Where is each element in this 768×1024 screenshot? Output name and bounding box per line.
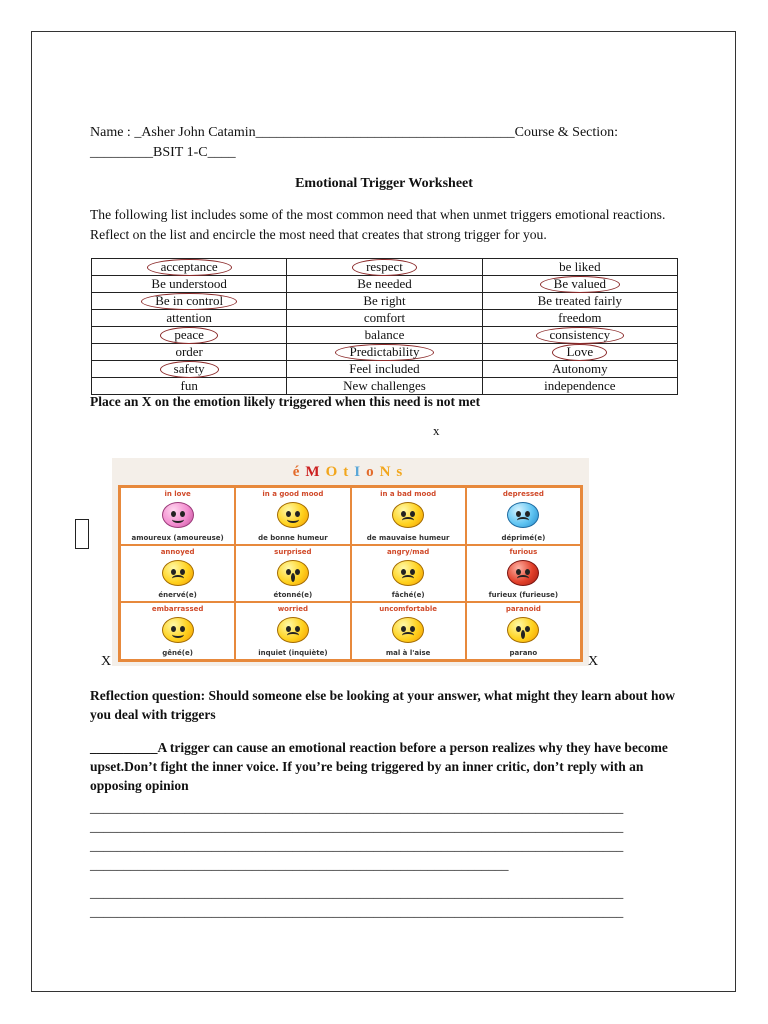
emotion-label: depressed	[502, 490, 544, 498]
emoji-face-icon	[392, 560, 424, 586]
need-label: peace	[174, 327, 204, 342]
answer-lines[interactable]: _______________________________________________________________________________ _______________________________________________________________________________ _______________________________________________________________________________ ______________________________________________________________	[90, 800, 624, 872]
emotion-caption: de mauvaise humeur	[366, 533, 450, 542]
emotion-label: embarrassed	[151, 605, 204, 614]
emotions-chart	[112, 458, 589, 666]
table-row	[92, 378, 678, 395]
table-row	[92, 344, 678, 361]
need-label: attention	[166, 310, 212, 325]
title-letter: O	[325, 464, 344, 480]
need-label: Be understood	[151, 276, 227, 291]
table-cell[interactable]	[287, 378, 482, 395]
need-label: be liked	[559, 259, 601, 274]
emotion-caption: déprimé(e)	[501, 533, 546, 542]
table-cell[interactable]	[92, 259, 287, 276]
table-cell[interactable]	[92, 310, 287, 327]
need-label: independence	[544, 378, 616, 393]
emotion-cell[interactable]	[120, 602, 235, 660]
need-label: Be needed	[357, 276, 412, 291]
need-label: acceptance	[160, 259, 218, 274]
emotion-caption: de bonne humeur	[258, 533, 328, 542]
trigger-paragraph: __________A trigger can cause an emotional reaction before a person realizes why they have become upset.Don’t fight the inner voice. If you’re being triggered by an inner critic, don’t reply with an opposing opinion	[90, 740, 668, 793]
need-label: respect	[366, 259, 403, 274]
need-label: Be valued	[553, 276, 606, 291]
table-cell[interactable]	[287, 344, 482, 361]
emotion-label: in a good mood	[262, 490, 324, 498]
emotion-label: annoyed	[160, 547, 195, 556]
emotion-cell[interactable]	[235, 487, 350, 545]
table-cell[interactable]	[92, 344, 287, 361]
need-label: fun	[180, 378, 198, 393]
need-label: comfort	[363, 310, 406, 325]
emotion-cell[interactable]	[235, 602, 350, 660]
reflection-question: Reflection question: Should someone else be looking at your answer, what might they learn about how you deal with triggers	[90, 688, 676, 722]
emotion-cell[interactable]	[235, 545, 350, 603]
small-x-mark: x	[433, 423, 440, 438]
table-row	[92, 310, 678, 327]
table-cell[interactable]	[92, 378, 287, 395]
need-label: Be right	[363, 293, 406, 308]
place-x-instruction: Place an X on the emotion likely triggered when this need is not met	[90, 394, 481, 409]
emoji-face-icon	[507, 502, 539, 528]
table-cell[interactable]	[482, 259, 677, 276]
emotion-cell[interactable]	[351, 545, 466, 603]
emotion-cell[interactable]	[351, 602, 466, 660]
table-row	[92, 259, 678, 276]
x-mark-right: X	[588, 654, 599, 669]
table-cell[interactable]	[482, 327, 677, 344]
need-label: Predictability	[349, 344, 420, 359]
needs-table	[91, 258, 678, 395]
emotions-chart-title	[112, 464, 589, 481]
table-cell[interactable]	[92, 276, 287, 293]
emotion-caption: gêné(e)	[162, 649, 193, 657]
need-label: balance	[364, 327, 405, 342]
table-cell[interactable]	[482, 361, 677, 378]
table-cell[interactable]	[287, 276, 482, 293]
emotion-label: worried	[277, 605, 309, 614]
emotion-cell[interactable]	[466, 487, 581, 545]
answer-lines-extra[interactable]: _______________________________________________________________________________ _______________________________________________________________________________	[90, 885, 624, 919]
need-label: Autonomy	[552, 361, 608, 376]
emoji-face-icon	[392, 617, 424, 643]
table-cell[interactable]	[92, 361, 287, 378]
need-label: consistency	[549, 327, 611, 342]
emotion-label: in a bad mood	[380, 490, 437, 498]
emotion-caption: inquiet (inquiète)	[258, 649, 328, 657]
need-label: freedom	[558, 310, 602, 325]
emotion-label: paranoid	[505, 605, 541, 614]
emoji-face-icon	[162, 617, 194, 643]
checkbox-box[interactable]	[75, 519, 89, 549]
emotion-caption: étonné(e)	[273, 591, 313, 600]
table-cell[interactable]	[92, 293, 287, 310]
emotion-cell[interactable]	[120, 487, 235, 545]
need-label: order	[175, 344, 203, 359]
intro-paragraph: The following list includes some of the most common need that when unmet triggers emotional reactions. Reflect on the list and encircle the most need that creates that strong trigger for you.	[90, 207, 666, 242]
emoji-face-icon	[162, 560, 194, 586]
need-label: New challenges	[343, 378, 426, 393]
title-letter: o	[366, 464, 380, 480]
table-cell[interactable]	[287, 310, 482, 327]
emotion-cell[interactable]	[466, 545, 581, 603]
table-cell[interactable]	[482, 276, 677, 293]
title-letter: I	[354, 464, 367, 480]
emotion-cell[interactable]	[351, 487, 466, 545]
emoji-face-icon	[507, 560, 539, 586]
emotion-label: angry/mad	[386, 547, 430, 556]
emotion-cell[interactable]	[120, 545, 235, 603]
title-letter: M	[305, 464, 326, 480]
name-line: Name : _Asher John Catamin_____________________________________Course & Section:	[90, 125, 619, 140]
worksheet-title: Emotional Trigger Worksheet	[295, 176, 473, 191]
emotion-caption: furieux (furieuse)	[488, 591, 559, 600]
table-row	[92, 327, 678, 344]
emotion-caption: amoureux (amoureuse)	[131, 533, 224, 542]
need-label: Love	[566, 344, 594, 359]
x-mark-left: X	[101, 654, 112, 669]
table-cell[interactable]	[287, 327, 482, 344]
emotion-label: furious	[509, 547, 538, 556]
table-cell[interactable]	[287, 293, 482, 310]
title-letter: N	[379, 464, 397, 480]
need-label: Be in control	[155, 293, 224, 308]
section-line: _________BSIT 1-C____	[90, 145, 236, 160]
title-letter: s	[396, 464, 409, 480]
emoji-face-icon	[162, 502, 194, 528]
table-cell[interactable]	[92, 327, 287, 344]
title-letter: é	[292, 464, 306, 480]
emoji-face-icon	[277, 617, 309, 643]
emotion-cell[interactable]	[466, 602, 581, 660]
table-cell[interactable]	[482, 344, 677, 361]
need-label: Be treated fairly	[537, 293, 623, 308]
emotion-caption: fâché(e)	[391, 591, 425, 600]
emotion-label: surprised	[274, 547, 312, 556]
emotion-caption: parano	[509, 649, 538, 657]
table-row	[92, 293, 678, 310]
table-row	[92, 276, 678, 293]
table-cell[interactable]	[482, 310, 677, 327]
emotion-label: uncomfortable	[379, 605, 437, 614]
table-cell[interactable]	[287, 259, 482, 276]
emoji-face-icon	[392, 502, 424, 528]
emoji-face-icon	[507, 617, 539, 643]
emotion-caption: mal à l'aise	[385, 649, 431, 657]
need-label: safety	[173, 361, 205, 376]
emoji-face-icon	[277, 502, 309, 528]
table-cell[interactable]	[482, 293, 677, 310]
table-row	[92, 361, 678, 378]
table-cell[interactable]	[287, 361, 482, 378]
emotion-caption: énervé(e)	[158, 591, 197, 600]
table-cell[interactable]	[482, 378, 677, 395]
title-letter: t	[343, 464, 355, 480]
emoji-face-icon	[277, 560, 309, 586]
need-label: Feel included	[349, 361, 420, 376]
emotions-grid	[118, 485, 583, 662]
emotion-label: in love	[164, 490, 191, 498]
